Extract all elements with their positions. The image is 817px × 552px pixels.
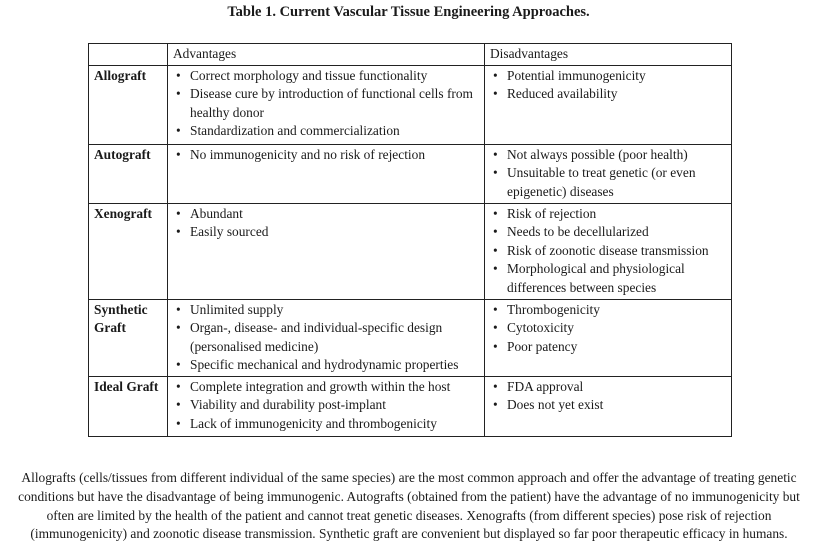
list-item: • Needs to be decellularized xyxy=(490,223,728,242)
disadvantages-cell xyxy=(485,376,732,436)
header-disadvantages: Disadvantages xyxy=(485,44,732,66)
disadvantages-cell xyxy=(485,65,732,144)
list-item: • Poor patency xyxy=(490,338,728,357)
list-item: • Potential immunogenicity xyxy=(490,67,728,86)
row-label: Autograft xyxy=(89,144,168,203)
list-item: • Does not yet exist xyxy=(490,396,728,415)
table-caption: Allografts (cells/tissues from different individual of the same species) are the most common approach and offer the advantage of treating genetic conditions but have the disadvantage of being immunogenic. Autografts (obtained from the patient) have the advantage of no immunogenicity but often are limited by the health of the patient and cannot treat genetic diseases. Xenografts (from different species) pose risk of rejection (immunogenicity) and zoonotic disease transmission. Synthetic graft are convenient but displayed so far poor therapeutic efficacy in humans. xyxy=(18,470,800,542)
list-item: • Unlimited supply xyxy=(173,301,481,320)
list-item: • Abundant xyxy=(173,205,481,224)
list-item: • Disease cure by introduction of functional cells from healthy donor xyxy=(173,85,481,122)
row-label: Allograft xyxy=(89,65,168,144)
list-item: • Morphological and physiological differences between species xyxy=(490,260,728,297)
table-row xyxy=(89,376,732,436)
list-item: • Correct morphology and tissue functionality xyxy=(173,67,481,86)
list-item: • Complete integration and growth within the host xyxy=(173,378,481,397)
list-item: • Standardization and commercialization xyxy=(173,122,481,141)
approaches-table xyxy=(88,43,732,437)
list-item: • Risk of zoonotic disease transmission xyxy=(490,242,728,261)
list-item: • Lack of immunogenicity and thrombogenicity xyxy=(173,415,481,434)
list-item: • Organ-, disease- and individual-specific design (personalised medicine) xyxy=(173,319,481,356)
list-item: • Thrombogenicity xyxy=(490,301,728,320)
row-label: Ideal Graft xyxy=(89,376,168,436)
table-row xyxy=(89,299,732,376)
row-label: Xenograft xyxy=(89,203,168,299)
table-header-row xyxy=(89,44,732,66)
row-label: Synthetic Graft xyxy=(89,299,168,376)
advantages-cell xyxy=(168,65,485,144)
advantages-cell xyxy=(168,144,485,203)
advantages-cell xyxy=(168,299,485,376)
advantages-cell xyxy=(168,203,485,299)
disadvantages-cell xyxy=(485,144,732,203)
list-item: • Not always possible (poor health) xyxy=(490,146,728,165)
list-item: • No immunogenicity and no risk of rejection xyxy=(173,146,481,165)
list-item: • Viability and durability post-implant xyxy=(173,396,481,415)
table-title: Table 1. Current Vascular Tissue Engineering Approaches. xyxy=(227,4,590,20)
disadvantages-cell xyxy=(485,299,732,376)
table-row xyxy=(89,144,732,203)
header-corner-cell xyxy=(89,44,168,66)
table-row xyxy=(89,65,732,144)
list-item: • FDA approval xyxy=(490,378,728,397)
list-item: • Reduced availability xyxy=(490,85,728,104)
list-item: • Risk of rejection xyxy=(490,205,728,224)
header-advantages: Advantages xyxy=(168,44,485,66)
advantages-cell xyxy=(168,376,485,436)
disadvantages-cell xyxy=(485,203,732,299)
list-item: • Unsuitable to treat genetic (or even epigenetic) diseases xyxy=(490,164,728,201)
list-item: • Cytotoxicity xyxy=(490,319,728,338)
list-item: • Specific mechanical and hydrodynamic properties xyxy=(173,356,481,375)
table-row xyxy=(89,203,732,299)
list-item: • Easily sourced xyxy=(173,223,481,242)
